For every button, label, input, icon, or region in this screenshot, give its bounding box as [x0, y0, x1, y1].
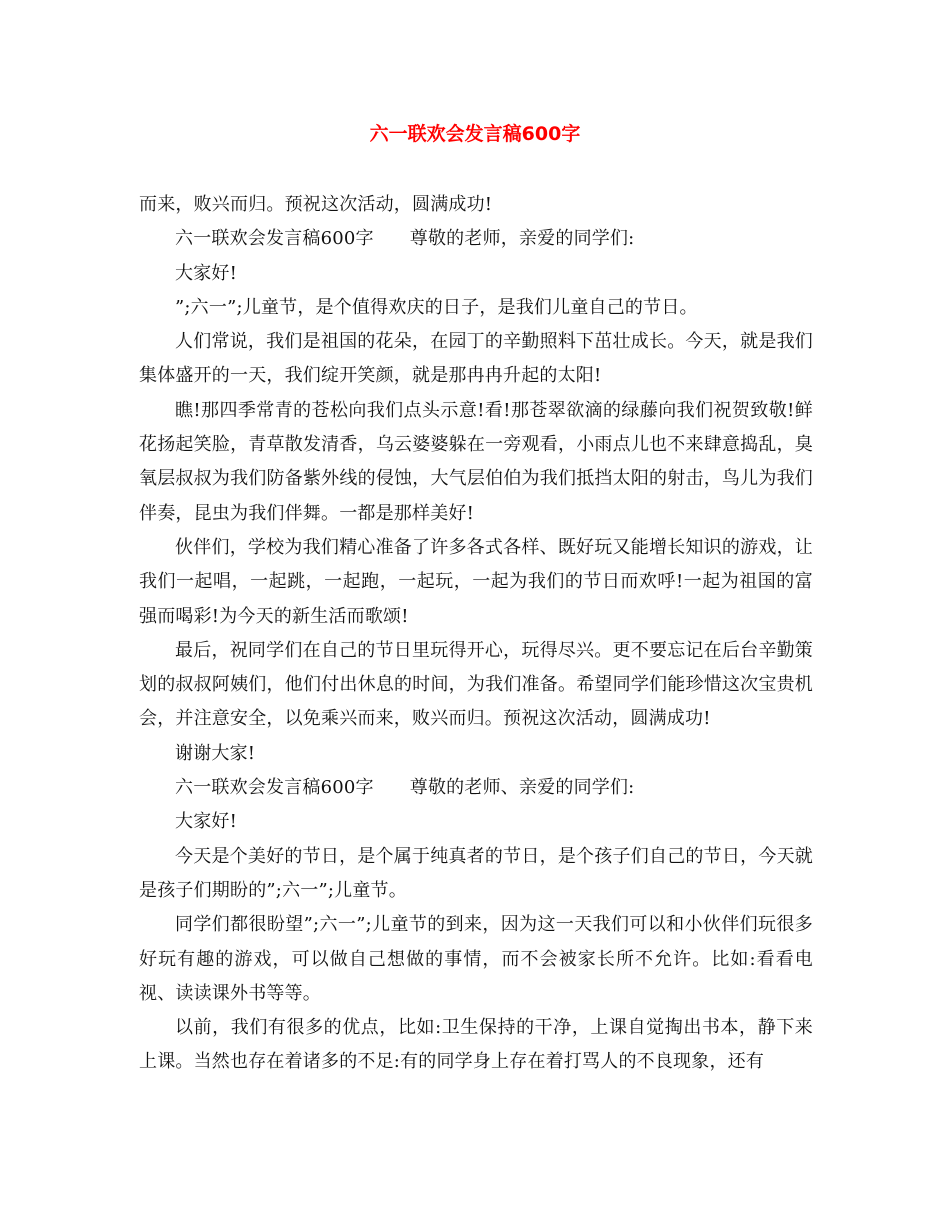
document-body	[139, 188, 813, 1080]
paragraph-heading-line	[139, 771, 813, 805]
paragraph: 大家好!	[175, 262, 238, 284]
salutation: 尊敬的老师、亲爱的同学们:	[409, 777, 635, 799]
paragraph-heading-line	[139, 222, 813, 256]
paragraph: 大家好!	[175, 811, 238, 833]
paragraph: 人们常说，我们是祖国的花朵，在园丁的辛勤照料下茁壮成长。今天，就是我们集体盛开的一天，我们绽开笑颜，就是那冉冉升起的太阳!	[139, 331, 813, 387]
paragraph: 今天是个美好的节日，是个属于纯真者的节日，是个孩子们自己的节日，今天就是孩子们期盼的”;六一”;儿童节。	[139, 845, 813, 901]
section-title: 六一联欢会发言稿600字	[175, 777, 374, 799]
document-title: 六一联欢会发言稿600字	[369, 123, 581, 145]
paragraph: 最后，祝同学们在自己的节日里玩得开心，玩得尽兴。更不要忘记在后台辛勤策划的叔叔阿姨们，他们付出休息的时间，为我们准备。希望同学们能珍惜这次宝贵机会，并注意安全，以免乘兴而来，败兴而归。预祝这次活动，圆满成功!	[139, 639, 813, 730]
salutation: 尊敬的老师，亲爱的同学们:	[409, 228, 635, 250]
paragraph: 瞧!那四季常青的苍松向我们点头示意!看!那苍翠欲滴的绿藤向我们祝贺致敬!鲜花扬起笑脸，青草散发清香，乌云婆婆躲在一旁观看，小雨点儿也不来肆意捣乱，臭氧层叔叔为我们防备紫外线的侵蚀，大气层伯伯为我们抵挡太阳的射击，鸟儿为我们伴奏，昆虫为我们伴舞。一都是那样美好!	[139, 399, 813, 524]
paragraph: 以前，我们有很多的优点，比如:卫生保持的干净，上课自觉掏出书本，静下来上课。当然也存在着诸多的不足:有的同学身上存在着打骂人的不良现象，还有	[139, 1017, 813, 1073]
paragraph: 谢谢大家!	[175, 742, 256, 764]
section-title: 六一联欢会发言稿600字	[175, 228, 374, 250]
paragraph: 伙伴们，学校为我们精心准备了许多各式各样、既好玩又能增长知识的游戏，让我们一起唱，一起跳，一起跑，一起玩，一起为我们的节日而欢呼!一起为祖国的富强而喝彩!为今天的新生活而歌颂!	[139, 536, 813, 627]
paragraph: 而来，败兴而归。预祝这次活动，圆满成功!	[139, 194, 493, 215]
paragraph: 同学们都很盼望”;六一”;儿童节的到来，因为这一天我们可以和小伙伴们玩很多好玩有趣的游戏，可以做自己想做的事情，而不会被家长所不允许。比如:看看电视、读读课外书等等。	[139, 914, 813, 1004]
paragraph: ”;六一”;儿童节，是个值得欢庆的日子，是我们儿童自己的节日。	[175, 296, 698, 318]
